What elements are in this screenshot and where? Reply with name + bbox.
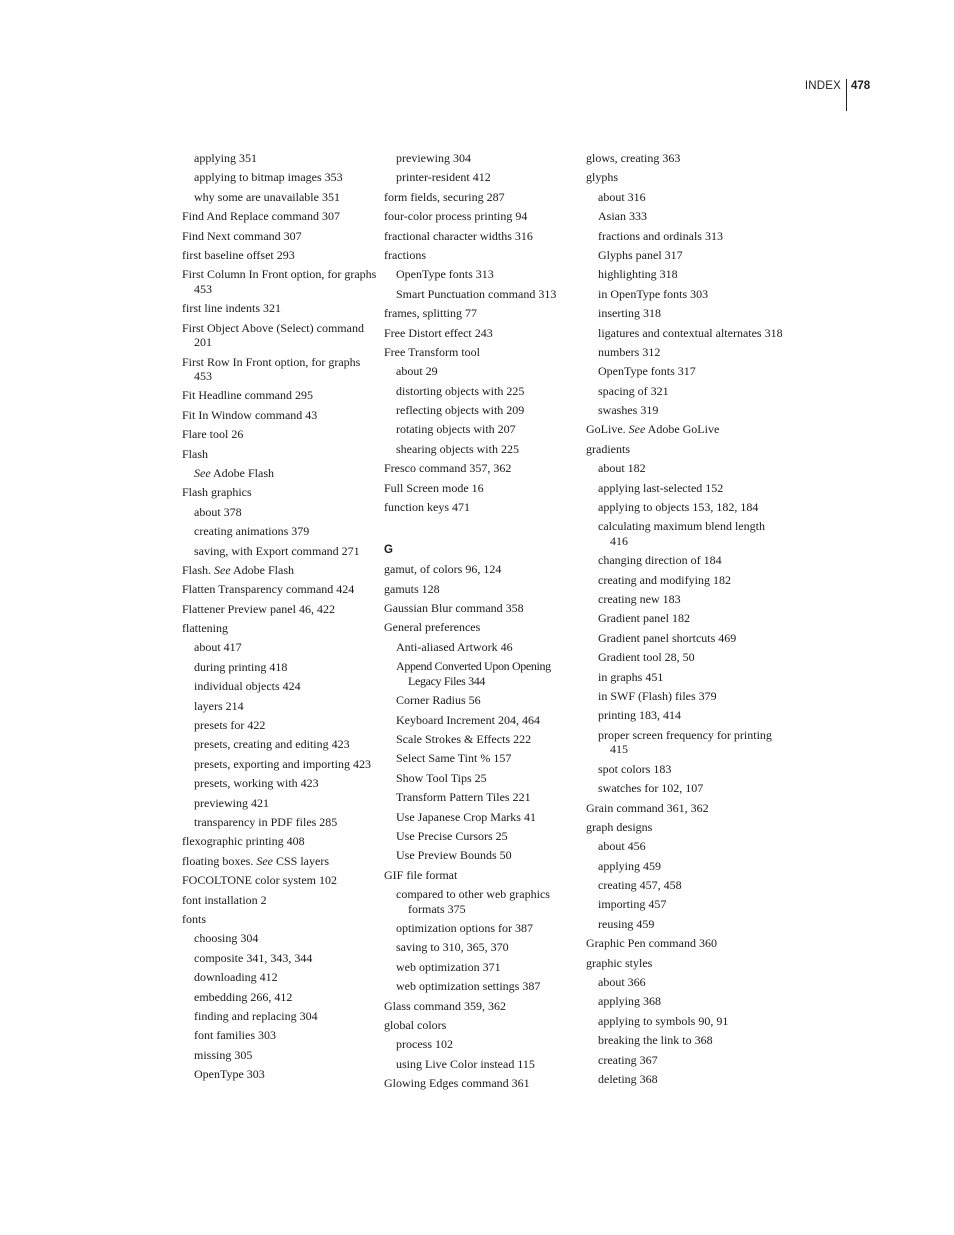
running-head	[700, 79, 872, 111]
index-subentry: Asian 333	[598, 209, 647, 224]
index-subentry: Scale Strokes & Effects 222	[396, 731, 532, 746]
index-entry: First Row In Front option, for graphs 453	[182, 354, 361, 384]
index-subentry: Append Converted Upon Opening Legacy Files 344	[396, 659, 551, 688]
index-subentry: applying to objects 153, 182, 184	[598, 500, 759, 515]
index-subentry: deleting 368	[598, 1071, 658, 1086]
index-subentry: Keyboard Increment 204, 464	[396, 712, 540, 727]
index-entry: Free Transform tool	[384, 344, 480, 359]
index-subentry: Glyphs panel 317	[598, 247, 683, 262]
index-subentry: creating and modifying 182	[598, 572, 731, 587]
index-subentry: about 316	[598, 189, 646, 204]
index-subentry: embedding 266, 412	[194, 989, 293, 1004]
see-reference: See	[256, 853, 273, 868]
index-entry: Flash	[182, 446, 209, 461]
index-subentry: swatches for 102, 107	[598, 781, 704, 796]
index-entry: gamut, of colors 96, 124	[384, 562, 502, 577]
index-entry: fractions	[384, 247, 426, 262]
index-subentry: spot colors 183	[598, 761, 672, 776]
index-entry: Find Next command 307	[182, 228, 302, 243]
index-subentry: highlighting 318	[598, 267, 678, 282]
index-subentry: presets, creating and editing 423	[194, 737, 350, 752]
index-subentry: applying 459	[598, 858, 661, 873]
index-subentry: web optimization 371	[396, 959, 501, 974]
index-subentry: presets, working with 423	[194, 776, 319, 791]
index-subentry: inserting 318	[598, 306, 661, 321]
index-subentry: swashes 319	[598, 403, 659, 418]
index-entry: glows, creating 363	[586, 151, 681, 165]
index-entry: Flare tool 26	[182, 427, 244, 442]
index-subentry: proper screen frequency for printing 415	[598, 727, 772, 757]
index-subentry: Use Precise Cursors 25	[396, 828, 508, 843]
index-subentry: Use Japanese Crop Marks 41	[396, 809, 536, 824]
index-entry: global colors	[384, 1017, 447, 1032]
index-entry: Fit Headline command 295	[182, 388, 313, 403]
index-entry: gradients	[586, 441, 630, 456]
index-entry: First Column In Front option, for graphs 453	[182, 267, 377, 296]
index-entry: Find And Replace command 307	[182, 209, 340, 224]
index-subentry: Select Same Tint % 157	[396, 751, 512, 766]
index-subentry: fractions and ordinals 313	[598, 228, 723, 243]
index-subentry: spacing of 321	[598, 383, 669, 398]
index-entry: First Object Above (Select) command 201	[182, 320, 364, 350]
index-subentry: downloading 412	[194, 970, 278, 985]
index-entry: Gaussian Blur command 358	[384, 601, 524, 616]
index-subentry: changing direction of 184	[598, 553, 722, 568]
index-entry: FOCOLTONE color system 102	[182, 873, 338, 888]
index-subentry: rotating objects with 207	[396, 422, 516, 437]
index-entry: graph designs	[586, 819, 653, 834]
index-subentry: creating new 183	[598, 592, 681, 607]
index-subentry: font families 303	[194, 1028, 276, 1043]
index-entry: Flatten Transparency command 424	[182, 582, 355, 597]
index-subentry: choosing 304	[194, 931, 259, 946]
index-subentry: applying to symbols 90, 91	[598, 1013, 729, 1028]
index-entry: Free Distort effect 243	[384, 325, 493, 340]
index-entry: function keys 471	[384, 500, 470, 515]
index-entry: Glowing Edges command 361	[384, 1076, 530, 1091]
page-number: 478	[851, 80, 871, 92]
index-subentry: about 378	[194, 504, 242, 519]
index-subentry: in OpenType fonts 303	[598, 286, 709, 301]
index-subentry: compared to other web graphics formats 375	[396, 887, 550, 916]
index-subentry: importing 457	[598, 897, 667, 912]
index-subentry: finding and replacing 304	[194, 1008, 318, 1023]
index-subentry: previewing 421	[194, 795, 269, 810]
index-entry: form fields, securing 287	[384, 189, 505, 204]
index-subentry: Gradient tool 28, 50	[598, 650, 695, 665]
index-subentry: OpenType 303	[194, 1067, 265, 1082]
index-subentry: See Adobe Flash	[194, 465, 274, 480]
index-column-2	[384, 151, 582, 1095]
index-entry: frames, splitting 77	[384, 306, 477, 321]
index-subentry: web optimization settings 387	[396, 979, 541, 994]
index-entry: flexographic printing 408	[182, 834, 305, 849]
index-subentry: applying 351	[194, 151, 257, 165]
index-entry: floating boxes. See CSS layers	[182, 853, 329, 868]
index-entry: Graphic Pen command 360	[586, 936, 717, 951]
index-subentry: about 456	[598, 839, 646, 854]
index-entry: GoLive. See Adobe GoLive	[586, 422, 720, 437]
index-subentry: during printing 418	[194, 659, 288, 674]
index-subentry: printing 183, 414	[598, 708, 681, 723]
index-subentry: Smart Punctuation command 313	[396, 286, 557, 301]
index-subentry: transparency in PDF files 285	[194, 815, 338, 829]
index-subentry: optimization options for 387	[396, 920, 533, 935]
index-entry: glyphs	[586, 170, 619, 185]
index-subentry: shearing objects with 225	[396, 441, 519, 456]
index-entry: font installation 2	[182, 892, 267, 907]
index-subentry: saving to 310, 365, 370	[396, 940, 509, 955]
index-subentry: applying to bitmap images 353	[194, 170, 343, 185]
see-reference: See	[194, 465, 211, 480]
index-subentry: breaking the link to 368	[598, 1033, 713, 1048]
header-divider	[846, 79, 847, 111]
index-subentry: about 182	[598, 461, 646, 476]
index-subentry: Anti-aliased Artwork 46	[396, 639, 513, 654]
index-entry: first line indents 321	[182, 301, 281, 316]
index-subentry: about 366	[598, 975, 646, 990]
index-subentry: numbers 312	[598, 344, 661, 359]
index-subentry: applying last-selected 152	[598, 480, 724, 495]
section-label: INDEX	[804, 80, 841, 92]
index-entry: Full Screen mode 16	[384, 480, 484, 495]
index-entry: four-color process printing 94	[384, 209, 528, 224]
index-entry: Fit In Window command 43	[182, 407, 318, 422]
index-subentry: missing 305	[194, 1047, 253, 1062]
index-subentry: previewing 304	[396, 151, 471, 165]
index-subentry: calculating maximum blend length 416	[598, 519, 765, 548]
index-subentry: reflecting objects with 209	[396, 403, 525, 418]
index-subentry: using Live Color instead 115	[396, 1056, 535, 1071]
index-subentry: layers 214	[194, 698, 244, 713]
see-reference: See	[628, 422, 646, 437]
index-entry: GIF file format	[384, 867, 458, 882]
index-subentry: about 417	[194, 640, 242, 655]
letter-heading: G	[384, 543, 393, 556]
index-subentry: why some are unavailable 351	[194, 189, 340, 204]
index-column-1	[182, 151, 380, 1086]
index-subentry: composite 341, 343, 344	[194, 950, 313, 965]
index-column-3	[586, 151, 784, 1091]
index-subentry: creating animations 379	[194, 524, 310, 539]
index-entry: fonts	[182, 911, 206, 926]
index-entry: General preferences	[384, 620, 481, 635]
index-subentry: individual objects 424	[194, 679, 301, 694]
index-subentry: in graphs 451	[598, 669, 664, 684]
index-subentry: OpenType fonts 317	[598, 364, 696, 379]
index-subentry: in SWF (Flash) files 379	[598, 689, 717, 704]
index-subentry: ligatures and contextual alternates 318	[598, 325, 783, 340]
index-subentry: distorting objects with 225	[396, 383, 525, 398]
index-entry: Glass command 359, 362	[384, 998, 506, 1013]
index-subentry: about 29	[396, 364, 438, 379]
index-subentry: creating 457, 458	[598, 878, 682, 893]
index-entry: flattening	[182, 621, 228, 636]
index-subentry: OpenType fonts 313	[396, 267, 494, 282]
index-entry: Flattener Preview panel 46, 422	[182, 601, 335, 616]
index-subentry: Transform Pattern Tiles 221	[396, 790, 531, 805]
index-entry: Grain command 361, 362	[586, 800, 709, 815]
index-subentry: Gradient panel shortcuts 469	[598, 630, 737, 645]
index-subentry: presets, exporting and importing 423	[194, 756, 371, 771]
index-subentry: presets for 422	[194, 718, 266, 733]
index-subentry: applying 368	[598, 994, 661, 1009]
index-entry: gamuts 128	[384, 581, 440, 596]
index-entry: graphic styles	[586, 955, 653, 970]
section-spacer	[384, 519, 582, 534]
index-subentry: printer-resident 412	[396, 170, 491, 185]
index-subentry: Gradient panel 182	[598, 611, 690, 626]
index-subentry: Show Tool Tips 25	[396, 770, 487, 785]
index-subentry: Use Preview Bounds 50	[396, 848, 512, 863]
index-entry: Fresco command 357, 362	[384, 461, 512, 476]
index-subentry: saving, with Export command 271	[194, 543, 360, 558]
index-entry: first baseline offset 293	[182, 247, 295, 262]
index-subentry: Corner Radius 56	[396, 693, 481, 708]
index-entry: fractional character widths 316	[384, 228, 533, 243]
index-entry: Flash graphics	[182, 485, 252, 500]
index-entry: Flash. See Adobe Flash	[182, 562, 295, 577]
see-reference: See	[214, 562, 231, 577]
index-subentry: creating 367	[598, 1052, 658, 1067]
index-subentry: process 102	[396, 1037, 453, 1052]
index-subentry: reusing 459	[598, 916, 655, 931]
